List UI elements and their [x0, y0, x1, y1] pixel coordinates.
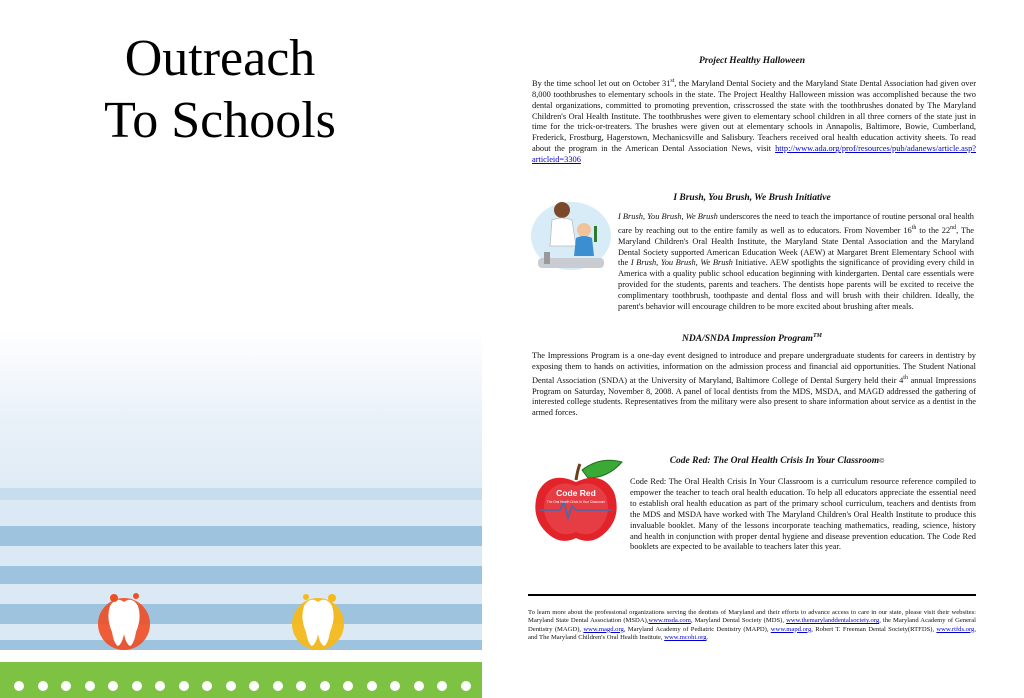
ibrush-italic-title: I Brush, You Brush, We Brush	[618, 212, 718, 221]
decorative-dot	[155, 681, 165, 691]
decorative-dot	[343, 681, 353, 691]
decorative-dot	[273, 681, 283, 691]
rtfds-link[interactable]: www.rtfds.org	[936, 625, 975, 633]
nda-body	[532, 351, 976, 419]
slide-title-line-1: Outreach	[124, 30, 316, 87]
codered-body	[532, 477, 976, 553]
footer-note	[528, 609, 976, 643]
decorative-dot	[202, 681, 212, 691]
nda-tm: TM	[812, 333, 822, 339]
ibrush-sup-1: th	[911, 224, 917, 231]
magd-link[interactable]: www.magd.org	[583, 625, 624, 633]
section-title-halloween: Project Healthy Halloween	[698, 56, 806, 66]
slide-panel	[0, 0, 482, 698]
section-title-nda	[528, 331, 976, 345]
stripe	[0, 640, 482, 650]
footer-text-e: , Robert T. Freeman Dental Society(RTFDS),	[811, 625, 937, 633]
code-red-apple-label: Code Red	[556, 488, 596, 498]
ibrush-sup-2: nd	[950, 224, 957, 231]
msda-link[interactable]: www.msda.com	[648, 617, 691, 625]
footer-text-f: , and The Maryland Children's Oral Health Institute,	[528, 625, 976, 642]
decorative-dot	[108, 681, 118, 691]
footer-text-g: .	[706, 634, 709, 642]
section-title-codered	[612, 456, 942, 467]
dentist-child-illustration	[530, 196, 612, 272]
decorative-dot	[461, 681, 471, 691]
footer-text-b: , Maryland Dental Society (MDS),	[690, 617, 787, 625]
decorative-dot	[14, 681, 24, 691]
newsletter-page	[528, 0, 976, 698]
slide-title-line-2: To Schools	[104, 92, 336, 149]
ibrush-text-c: , The Maryland Children's Oral Health Institute, the Maryland State Dental Association and the Maryland Dental Society supported American Education Week (AEW) at Margaret Brent Elementary School with the	[618, 225, 975, 268]
section-title-ibrush: I Brush, You Brush, We Brush Initiative	[673, 193, 831, 203]
codered-title-text: Code Red: The Oral Health Crisis In Your Classroom	[669, 456, 880, 466]
halloween-text-a: By the time school let out on October 31	[532, 78, 671, 88]
decorative-dot	[437, 681, 447, 691]
nda-text-a: The Impressions Program is a one-day event designed to introduce and prepare undergraduate students for careers in dentistry by exposing them to hands on activities, information on the admission process and financial aid opportunities. The Student National Dental Association (SNDA) at the University of Maryland, Baltimore College of Dental Surgery held their 4	[532, 351, 976, 385]
slide-title	[40, 28, 400, 152]
codered-copyright: ©	[879, 457, 885, 465]
yellow-tooth-icon	[290, 588, 346, 654]
decorative-dot	[414, 681, 424, 691]
nda-sup: th	[903, 374, 908, 381]
decorative-dot	[85, 681, 95, 691]
decorative-dot	[61, 681, 71, 691]
nda-text-b: annual Impressions Program on Saturday, November 8, 2008. A panel of local dentists from the MDS, MSDA, and MAGD addressed the gathering of interested college students. Representatives from the military were also present to share information about service as a dentist in the armed forces.	[532, 375, 976, 418]
footer-text-c: , the Maryland Academy of General Dentistry (MAGD),	[528, 617, 977, 633]
footer-text-a: To learn more about the professional organizations serving the dentists of Maryland and their efforts to advance access to care in our state, please visit their websites: Maryland State Dental Association (MSDA),	[528, 608, 976, 625]
apple-float-spacer	[532, 477, 630, 545]
decorative-dot	[179, 681, 189, 691]
ibrush-body-top	[618, 212, 974, 313]
stripe	[0, 526, 482, 546]
mcohi-link[interactable]: www.mcohi.org	[664, 634, 707, 642]
codered-text: Code Red: The Oral Health Crisis In Your Classroom is a curriculum resource reference compiled to empower the teacher to teach oral health education. To help all educators appreciate the essential need to establish oral health education as part of the primary school curriculum, teachers and dentists from the MDS and MSDA have worked with The Maryland Children's Oral Health Institute to produce this invaluable booklet. Many of the lessons incorporate teaching mathematics, reading, science, history and health in conjunction with proper dental hygiene and disease prevention education. The Code Red booklets are expected to be available to teachers later this year.	[630, 477, 976, 552]
dot-row	[14, 681, 484, 693]
decorative-dot	[249, 681, 259, 691]
decorative-dot	[38, 681, 48, 691]
decorative-dot	[320, 681, 330, 691]
halloween-text-b: , the Maryland Dental Society and the Maryland State Dental Association had given over 8,000 toothbrushes to elementary schools in the state. The Project Healthy Halloween mission was accomplished because the two dental organizations, committed to promoting prevention, crisscrossed the state with the toothbrushes donated by The Maryland Children's Oral Health Institute. The toothbrushes were given to elementary school children in all three corners of the state just in time for the trick-or-treaters. The brushes were given out at elementary schools in Annapolis, Baltimore, Bowie, Cumberland, Frederick, Frostburg, Hagerstown, Mechanicsville and Salisbury. Teachers received oral health education activity sheets. To read about the program in the American Dental Association News, visit	[532, 78, 976, 154]
ibrush-text-d: Initiative. AEW spotlights the significance of providing every child in America with a quality public school education beginning with kindergarten. Dental care essentials were provided for the students, parents and teachers. The dentists hope parents will be excited to receive the complimentary toothbrush, toothpaste and dental floss and will brush with their children. Ideally, the parent's behavior will encourage children to be more excited about brushing after meals.	[618, 258, 975, 312]
footer-text-d: , Maryland Academy of Pediatric Dentistry (MAPD),	[623, 625, 771, 633]
mapd-link[interactable]: www.mapd.org	[770, 625, 812, 633]
code-red-apple-subtitle: The Oral Health Crisis In Your Classroom	[546, 500, 606, 504]
decorative-dot	[132, 681, 142, 691]
stripe	[0, 488, 482, 500]
ibrush-text-a: underscores the need to teach the importance of routine personal oral health care by reaching out to the entire family as well as to educators. From November 16	[618, 212, 974, 235]
ibrush-italic-title-2: I Brush, You Brush, We Brush	[630, 258, 733, 268]
stripe	[0, 566, 482, 584]
decorative-dot	[367, 681, 377, 691]
mds-link[interactable]: www.themarylanddentalsociety.org	[786, 617, 880, 625]
decorative-dot	[296, 681, 306, 691]
stripe	[0, 604, 482, 624]
decorative-dot	[390, 681, 400, 691]
red-tooth-icon	[96, 588, 152, 654]
ibrush-text-b: to the 22	[916, 225, 951, 235]
footer-divider	[528, 594, 976, 596]
ada-news-link[interactable]: http://www.ada.org/prof/resources/pub/adanews/article.asp?articleid=3306	[532, 144, 976, 165]
decorative-dot	[226, 681, 236, 691]
halloween-sup: st	[670, 78, 675, 84]
halloween-body	[532, 76, 976, 166]
nda-title-text: NDA/SNDA Impression Program	[682, 334, 813, 345]
